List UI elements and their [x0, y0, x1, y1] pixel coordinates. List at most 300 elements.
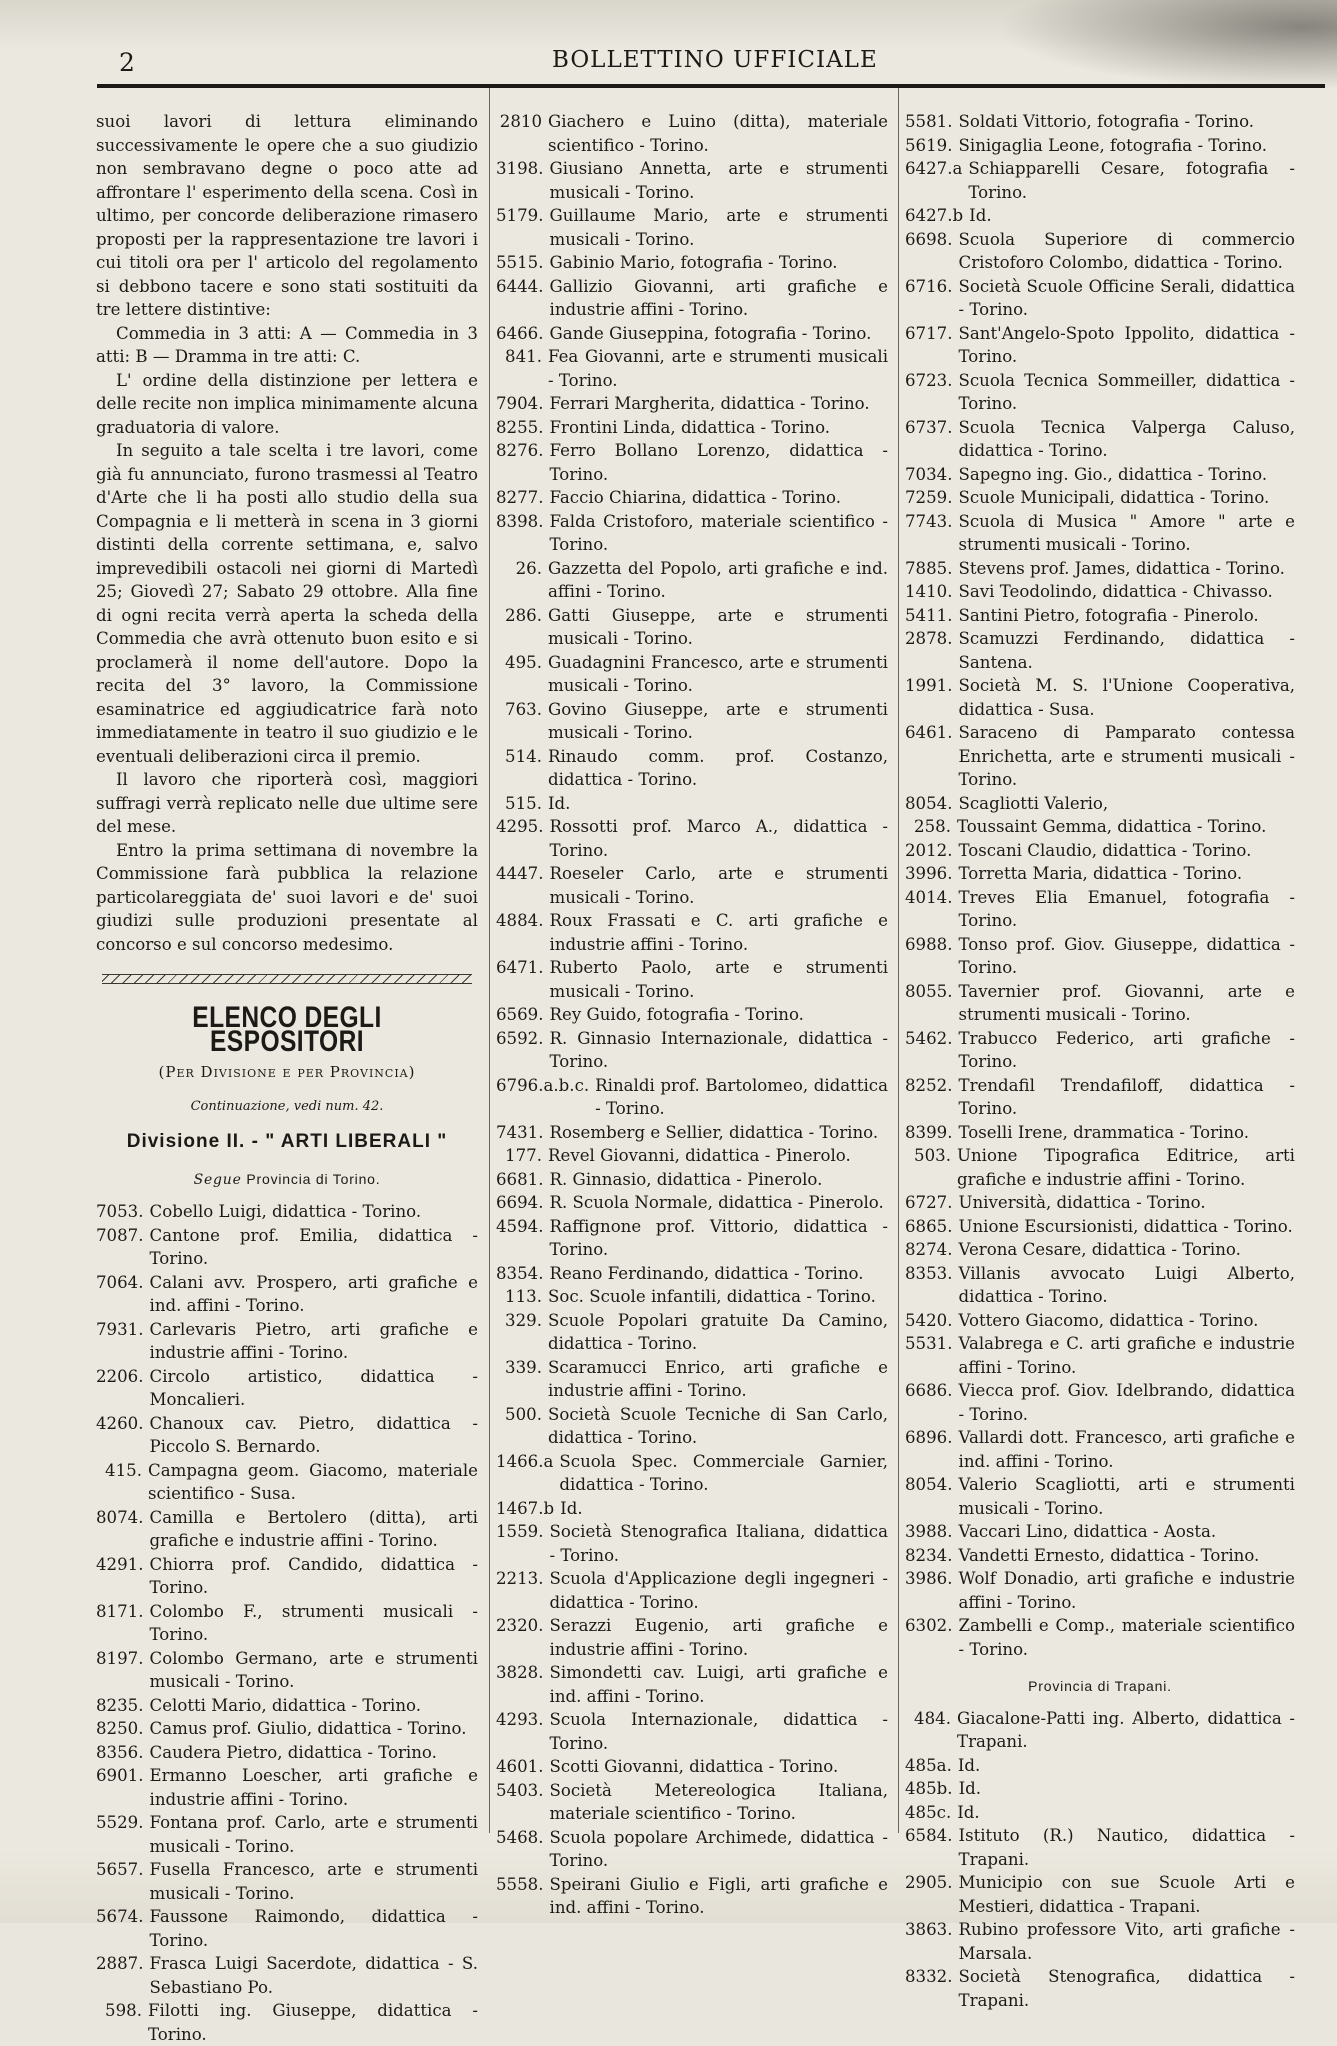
entry-number: 8235.: [96, 1695, 144, 1715]
entry-text: Chiorra prof. Candido, didattica - Torino.: [149, 1554, 478, 1597]
exhibitor-entry: [905, 1707, 1295, 1754]
exhibitor-entry: [496, 1356, 888, 1403]
exhibitor-entry: [496, 510, 888, 557]
exhibitor-entry: [96, 1811, 478, 1858]
entry-number: 5581.: [905, 112, 953, 131]
entry-text: Giachero e Luino (ditta), materiale scientifico - Torino.: [548, 112, 888, 155]
entry-number: 6569.: [496, 1005, 544, 1024]
entry-number: 1467.b: [496, 1498, 555, 1518]
entry-text: Scuola Internazionale, didattica - Torino.: [549, 1710, 888, 1753]
entry-number: 8055.: [905, 981, 953, 1001]
entry-text: Società Stenografica Italiana, didattica - Torino.: [549, 1522, 888, 1565]
exhibitor-entry: [905, 1918, 1295, 1965]
exhibitor-entry: [905, 557, 1295, 581]
exhibitor-list: [905, 1707, 1295, 2013]
entry-text: Ermanno Loescher, arti grafiche e industrie affini - Torino.: [149, 1766, 478, 1809]
entry-text: Fusella Francesco, arte e strumenti musicali - Torino.: [149, 1860, 478, 1903]
entry-text: Soc. Scuole infantili, didattica - Torino.: [548, 1287, 876, 1306]
entry-number: 8277.: [496, 488, 544, 507]
entry-number: 2206.: [96, 1366, 144, 1386]
entry-number: 2887.: [96, 1954, 144, 1973]
exhibitor-entry: [496, 1262, 888, 1286]
entry-number: 841.: [505, 347, 542, 366]
exhibitor-entry: [496, 1215, 888, 1262]
exhibitor-entry: [905, 1262, 1295, 1309]
entry-text: Toselli Irene, drammatica - Torino.: [958, 1122, 1249, 1142]
exhibitor-entry: [496, 486, 888, 510]
entry-number: 8197.: [96, 1648, 144, 1668]
entry-text: Reano Ferdinando, didattica - Torino.: [549, 1263, 864, 1283]
column-right: [905, 110, 1295, 2012]
exhibitor-entry: [96, 1459, 478, 1506]
entry-text: Id.: [957, 1802, 980, 1822]
entry-text: Villanis avvocato Luigi Alberto, didattica - Torino.: [958, 1263, 1295, 1306]
entry-number: 4295.: [496, 817, 544, 836]
entry-text: Guillaume Mario, arte e strumenti musicali - Torino.: [549, 206, 888, 249]
province-segue: Segue: [193, 1171, 242, 1188]
entry-number: 5657.: [96, 1860, 144, 1879]
entry-text: Sinigaglia Leone, fotografia - Torino.: [958, 135, 1268, 155]
exhibitor-entry: [905, 1614, 1295, 1661]
exhibitor-entry: [905, 580, 1295, 604]
entry-number: 329.: [505, 1310, 542, 1330]
exhibitor-entry: [905, 1965, 1295, 2012]
entry-number: 6592.: [496, 1028, 544, 1048]
exhibitor-entry: [496, 1567, 888, 1614]
entry-number: 8332.: [905, 1967, 953, 1986]
exhibitor-entry: [905, 486, 1295, 510]
entry-text: Stevens prof. James, didattica - Torino.: [958, 558, 1285, 578]
entry-number: 485c.: [905, 1802, 952, 1822]
exhibitor-entry: [496, 745, 888, 792]
entry-text: Rubino professore Vito, arti grafiche - Marsala.: [958, 1920, 1295, 1963]
entry-text: Treves Elia Emanuel, fotografia - Torino.: [958, 887, 1295, 930]
entry-text: Guadagnini Francesco, arte e strumenti musicali - Torino.: [548, 652, 888, 695]
exhibitor-entry: [496, 157, 888, 204]
entry-number: 5420.: [905, 1310, 953, 1330]
entry-text: Viecca prof. Giov. Idelbrando, didattica - Torino.: [958, 1381, 1295, 1424]
entry-number: 7087.: [96, 1225, 144, 1245]
exhibitor-entry: [96, 1271, 478, 1318]
exhibitor-entry: [96, 1600, 478, 1647]
exhibitor-entry: [905, 627, 1295, 674]
exhibitor-entry: [905, 1473, 1295, 1520]
entry-number: 7931.: [96, 1319, 144, 1339]
exhibitor-entry: [96, 1647, 478, 1694]
entry-text: Sapegno ing. Gio., didattica - Torino.: [958, 464, 1268, 484]
entry-text: Rosemberg e Sellier, didattica - Torino.: [549, 1122, 879, 1142]
exhibitor-entry: [496, 1873, 888, 1920]
exhibitor-entry: [96, 1200, 478, 1224]
entry-text: Valabrega e C. arti grafiche e industrie affini - Torino.: [958, 1334, 1295, 1377]
exhibitor-entry: [905, 134, 1295, 158]
exhibitor-entry: [905, 604, 1295, 628]
entry-number: 763.: [505, 699, 542, 719]
exhibitor-entry: [496, 110, 888, 157]
exhibitor-entry: [905, 110, 1295, 134]
entry-number: 4884.: [496, 911, 544, 930]
exhibitor-entry: [96, 1858, 478, 1905]
exhibitor-entry: [496, 251, 888, 275]
entry-text: Rossotti prof. Marco A., didattica - Torino.: [549, 817, 888, 860]
entry-number: 5468.: [496, 1827, 544, 1847]
exhibitor-entry: [496, 1191, 888, 1215]
exhibitor-entry: [905, 1332, 1295, 1379]
entry-text: Gabinio Mario, fotografia - Torino.: [549, 253, 838, 272]
entry-number: 6466.: [496, 323, 544, 343]
entry-number: 5531.: [905, 1334, 953, 1353]
exhibitor-entry: [96, 1741, 478, 1765]
exhibitor-entry: [905, 1426, 1295, 1473]
exhibitor-entry: [905, 1567, 1295, 1614]
entry-text: Circolo artistico, didattica - Moncalieri.: [149, 1366, 478, 1409]
page-number: 2: [119, 48, 135, 77]
decorative-divider: [102, 974, 472, 984]
entry-text: Id.: [957, 1755, 981, 1775]
header-rule: [97, 84, 1325, 88]
exhibitor-entry: [496, 322, 888, 346]
entry-number: 4293.: [496, 1710, 544, 1729]
section-title: ELENCO DEGLI ESPOSITORI: [192, 1001, 382, 1058]
entry-number: 5179.: [496, 206, 544, 225]
exhibitor-entry: [496, 1614, 888, 1661]
exhibitor-entry: [496, 439, 888, 486]
entry-text: Università, didattica - Torino.: [958, 1193, 1206, 1212]
entry-text: Scuola popolare Archimede, didattica - Torino.: [549, 1827, 888, 1870]
exhibitor-entry: [905, 1871, 1295, 1918]
entry-number: 6427.a: [905, 159, 963, 178]
entry-text: Colombo F., strumenti musicali - Torino.: [149, 1601, 478, 1644]
entry-number: 8234.: [905, 1545, 953, 1565]
entry-text: Id.: [958, 1779, 982, 1798]
entry-number: 6302.: [905, 1616, 953, 1635]
entry-text: Unione Tipografica Editrice, arti grafiche e industrie affini - Torino.: [957, 1146, 1295, 1189]
entry-number: 6717.: [905, 323, 953, 343]
entry-number: 7885.: [905, 558, 953, 578]
exhibitor-entry: [496, 1708, 888, 1755]
entry-text: Camilla e Bertolero (ditta), arti grafiche e industrie affini - Torino.: [149, 1507, 478, 1550]
entry-number: 2012.: [905, 840, 953, 860]
entry-number: 8252.: [905, 1075, 953, 1095]
exhibitor-entry: [905, 721, 1295, 792]
exhibitor-entry: [496, 1450, 888, 1497]
exhibitor-entry: [496, 416, 888, 440]
entry-text: Scuole Municipali, didattica - Torino.: [958, 488, 1270, 507]
entry-number: 2905.: [905, 1873, 953, 1892]
entry-text: Frontini Linda, didattica - Torino.: [549, 417, 831, 437]
entry-text: Frasca Luigi Sacerdote, didattica - S. Sebastiano Po.: [149, 1954, 478, 1997]
column-divider: [898, 88, 899, 1833]
entry-text: Zambelli e Comp., materiale scientifico - Torino.: [958, 1616, 1295, 1659]
exhibitor-entry: [496, 956, 888, 1003]
entry-text: Vandetti Ernesto, didattica - Torino.: [958, 1545, 1260, 1565]
entry-number: 503.: [914, 1146, 951, 1165]
entry-number: 7431.: [496, 1122, 544, 1142]
entry-number: 5462.: [905, 1028, 953, 1048]
exhibitor-entry: [905, 157, 1295, 204]
entry-number: 113.: [505, 1287, 542, 1306]
entry-text: Scamuzzi Ferdinando, didattica - Santena.: [958, 629, 1295, 672]
exhibitor-entry: [496, 862, 888, 909]
exhibitor-entry: [496, 1074, 888, 1121]
exhibitor-entry: [496, 651, 888, 698]
exhibitor-entry: [905, 886, 1295, 933]
entry-text: Giacalone-Patti ing. Alberto, didattica - Trapani.: [957, 1708, 1295, 1751]
entry-text: Trendafil Trendafiloff, didattica - Torino.: [958, 1075, 1295, 1118]
entry-number: 1559.: [496, 1522, 544, 1541]
exhibitor-entry: [496, 1497, 888, 1521]
entry-number: 3996.: [905, 864, 953, 883]
column-left: [96, 110, 478, 2046]
exhibitor-entry: [96, 1717, 478, 1741]
entry-text: Istituto (R.) Nautico, didattica - Trapani.: [958, 1826, 1295, 1869]
exhibitor-entry: [905, 1801, 1295, 1825]
entry-number: 1991.: [905, 676, 953, 695]
exhibitor-entry: [96, 1553, 478, 1600]
entry-text: Scagliotti Valerio,: [958, 793, 1109, 813]
entry-text: Id.: [548, 793, 571, 813]
entry-number: 6988.: [905, 934, 953, 954]
exhibitor-entry: [905, 1215, 1295, 1239]
entry-text: Wolf Donadio, arti grafiche e industrie affini - Torino.: [958, 1569, 1295, 1612]
exhibitor-entry: [496, 698, 888, 745]
entry-text: Ferro Bollano Lorenzo, didattica - Torino.: [549, 441, 888, 484]
intro-paragraph: In seguito a tale scelta i tre lavori, come già fu annunciato, furono trasmessi al Teatro d'Arte che li ha posti allo studio della sua Compagnia e li metterà in scena in 3 giorni distinti della corrente settimana, e, salvo imprevedibili ostacoli nei giorni di Martedì 25; Giovedì 27; Sabato 29 ottobre. Alla fine di ogni recita verrà aperta la scheda della Commedia che avrà ottenuto buon esito e si proclamerà il nome dell'autore. Dopo la recita del 3° lavoro, la Commissione esaminatrice ed aggiudicatrice farà noto immediatamente in teatro il suo giudizio e le eventuali deliberazioni circa il premio.: [96, 441, 478, 766]
exhibitor-entry: [96, 1694, 478, 1718]
exhibitor-entry: [496, 1168, 888, 1192]
entry-text: Raffignone prof. Vittorio, didattica - Torino.: [549, 1216, 888, 1259]
entry-text: Gatti Giuseppe, arte e strumenti musicali - Torino.: [548, 605, 888, 648]
entry-number: 6681.: [496, 1169, 544, 1189]
entry-text: Scuola d'Applicazione degli ingegneri - didattica - Torino.: [549, 1569, 888, 1612]
exhibitor-entry: [905, 1238, 1295, 1262]
exhibitor-entry: [905, 1824, 1295, 1871]
exhibitor-entry: [905, 322, 1295, 369]
entry-number: 8353.: [905, 1263, 953, 1283]
province-heading-torino: [96, 1168, 478, 1193]
entry-number: 5558.: [496, 1874, 544, 1894]
exhibitor-entry: [905, 1027, 1295, 1074]
exhibitor-entry: [905, 510, 1295, 557]
entry-number: 1466.a: [496, 1451, 554, 1471]
entry-text: Valerio Scagliotti, arti e strumenti musicali - Torino.: [958, 1475, 1295, 1518]
entry-text: Campagna geom. Giacomo, materiale scientifico - Susa.: [148, 1460, 478, 1503]
exhibitor-entry: [96, 1952, 478, 1999]
exhibitor-entry: [905, 1144, 1295, 1191]
province-name: Provincia di Torino.: [246, 1170, 381, 1187]
entry-text: Tavernier prof. Giovanni, arte e strumenti musicali - Torino.: [958, 981, 1295, 1024]
exhibitor-entry: [96, 1224, 478, 1271]
entry-text: Fontana prof. Carlo, arte e strumenti musicali - Torino.: [149, 1813, 478, 1856]
entry-number: 484.: [914, 1708, 951, 1728]
entry-text: Gallizio Giovanni, arti grafiche e industrie affini - Torino.: [549, 276, 888, 319]
entry-text: Faccio Chiarina, didattica - Torino.: [549, 488, 842, 507]
exhibitor-entry: [905, 369, 1295, 416]
column-divider: [489, 88, 490, 1833]
exhibitor-entry: [905, 1544, 1295, 1568]
intro-paragraph: Il lavoro che riporterà così, maggiori suffragi verrà replicato nelle due ultime sere del mese.: [96, 770, 478, 836]
entry-number: 6796.a.b.c.: [496, 1075, 590, 1095]
entry-number: 6471.: [496, 958, 544, 977]
exhibitor-entry: [905, 463, 1295, 487]
exhibitor-entry: [905, 862, 1295, 886]
division-heading: Divisione II. - " ARTI LIBERALI ": [126, 1131, 448, 1152]
entry-text: Scaramucci Enrico, arti grafiche e industrie affini - Torino.: [548, 1357, 888, 1400]
entry-text: Celotti Mario, didattica - Torino.: [149, 1695, 422, 1715]
intro-paragraph: suoi lavori di lettura eliminando successivamente le opere che a suo giudizio non sembravano degne o poco atte ad affrontare l' esperimento della scena. Così in ultimo, per concorde deliberazione rimasero proposti per la rappresentazione tre lavori i cui titoli ora per l' articolo del regolamento si debbono tacere e sono stati sostituiti da tre lettere distintive:: [96, 112, 478, 319]
entry-text: Roux Frassati e C. arti grafiche e industrie affini - Torino.: [549, 911, 888, 954]
entry-number: 4014.: [905, 887, 953, 907]
entry-number: 339.: [505, 1357, 542, 1377]
exhibitor-entry: [496, 204, 888, 251]
entry-text: Id.: [969, 206, 992, 225]
entry-number: 177.: [505, 1146, 542, 1165]
entry-text: Unione Escursionisti, didattica - Torino.: [958, 1216, 1293, 1236]
exhibitor-entry: [96, 1905, 478, 1952]
exhibitor-entry: [496, 1779, 888, 1826]
entry-number: 3986.: [905, 1569, 953, 1588]
exhibitor-entry: [905, 1074, 1295, 1121]
exhibitor-entry: [96, 1412, 478, 1459]
intro-paragraph: Entro la prima settimana di novembre la Commissione farà pubblica la relazione particolareggiata de' suoi lavori e de' suoi giudizi sulle produzioni presentate al concorso e sul concorso medesimo.: [96, 840, 478, 954]
entry-number: 415.: [105, 1460, 142, 1480]
entry-number: 515.: [505, 793, 542, 813]
entry-number: 6427.b: [905, 206, 964, 225]
exhibitor-entry: [905, 933, 1295, 980]
exhibitor-entry: [905, 1754, 1295, 1778]
entry-text: Fea Giovanni, arte e strumenti musicali - Torino.: [548, 347, 888, 390]
entry-number: 8356.: [96, 1742, 144, 1762]
entry-number: 6686.: [905, 1381, 953, 1400]
entry-number: 8354.: [496, 1263, 544, 1283]
exhibitor-entry: [496, 275, 888, 322]
entry-number: 6865.: [905, 1216, 953, 1236]
entry-number: 6698.: [905, 229, 953, 249]
continuation-note: Continuazione, vedi num. 42.: [190, 1098, 384, 1114]
entry-number: 6737.: [905, 417, 953, 437]
entry-text: Calani avv. Prospero, arti grafiche e ind. affini - Torino.: [149, 1272, 478, 1315]
entry-text: Faussone Raimondo, didattica - Torino.: [149, 1907, 478, 1950]
exhibitor-entry: [905, 204, 1295, 228]
entry-number: 6727.: [905, 1193, 953, 1212]
exhibitor-entry: [496, 1144, 888, 1168]
exhibitor-entry: [496, 1403, 888, 1450]
entry-number: 485b.: [905, 1779, 953, 1798]
entry-text: Carlevaris Pietro, arti grafiche e industrie affini - Torino.: [149, 1319, 478, 1362]
entry-number: 6723.: [905, 370, 953, 390]
exhibitor-entry: [905, 1520, 1295, 1544]
entry-number: 514.: [505, 746, 542, 766]
exhibitor-entry: [905, 980, 1295, 1027]
entry-number: 8074.: [96, 1507, 144, 1527]
entry-text: Serazzi Eugenio, arti grafiche e industrie affini - Torino.: [549, 1616, 888, 1659]
entry-number: 5515.: [496, 253, 544, 272]
entry-number: 2213.: [496, 1569, 544, 1588]
entry-number: 7904.: [496, 394, 544, 413]
exhibitor-entry: [96, 1999, 478, 2046]
entry-text: Soldati Vittorio, fotografia - Torino.: [958, 112, 1255, 131]
entry-number: 6901.: [96, 1766, 144, 1785]
entry-text: R. Ginnasio Internazionale, didattica - Torino.: [549, 1028, 888, 1071]
entry-number: 3988.: [905, 1522, 953, 1541]
entry-text: Santini Pietro, fotografia - Pinerolo.: [958, 605, 1259, 625]
entry-text: Saraceno di Pamparato contessa Enrichetta, arte e strumenti musicali - Torino.: [958, 723, 1295, 789]
entry-number: 286.: [505, 605, 542, 625]
entry-text: Savi Teodolindo, didattica - Chivasso.: [958, 582, 1273, 601]
entry-number: 5529.: [96, 1813, 144, 1832]
exhibitor-list: [496, 110, 888, 1920]
exhibitor-entry: [496, 1309, 888, 1356]
entry-text: Caudera Pietro, didattica - Torino.: [149, 1742, 437, 1762]
entry-number: 5411.: [905, 605, 953, 625]
entry-number: 8250.: [96, 1719, 144, 1738]
entry-text: R. Scuola Normale, didattica - Pinerolo.: [549, 1193, 884, 1212]
exhibitor-entry: [96, 1506, 478, 1553]
exhibitor-entry: [905, 792, 1295, 816]
intro-paragraph: L' ordine della distinzione per lettera e delle recite non implica minimamente alcuna graduatoria di valore.: [96, 370, 478, 437]
exhibitor-entry: [905, 674, 1295, 721]
exhibitor-entry: [496, 1755, 888, 1779]
entry-number: 8276.: [496, 441, 544, 460]
entry-text: Giusiano Annetta, arte e strumenti musicali - Torino.: [549, 159, 888, 202]
entry-number: 2878.: [905, 629, 953, 648]
entry-number: 500.: [505, 1404, 542, 1424]
entry-text: Scuola Spec. Commerciale Garnier, didattica - Torino.: [559, 1451, 888, 1494]
entry-number: 598.: [105, 2001, 142, 2020]
entry-text: Schiapparelli Cesare, fotografia - Torino.: [968, 159, 1295, 202]
entry-number: 7053.: [96, 1202, 144, 1221]
entry-number: 8399.: [905, 1122, 953, 1142]
entry-text: Società M. S. l'Unione Cooperativa, didattica - Susa.: [958, 676, 1295, 719]
exhibitor-entry: [496, 392, 888, 416]
exhibitor-list: [96, 1200, 478, 2046]
exhibitor-entry: [96, 1318, 478, 1365]
entry-text: Id.: [560, 1498, 583, 1518]
entry-text: Trabucco Federico, arti grafiche - Torino.: [958, 1028, 1295, 1071]
entry-number: 6584.: [905, 1826, 953, 1845]
entry-text: Cantone prof. Emilia, didattica - Torino.: [149, 1225, 478, 1268]
entry-number: 7743.: [905, 511, 953, 531]
page-header: [97, 40, 1327, 84]
entry-text: Filotti ing. Giuseppe, didattica - Torino.: [148, 2001, 478, 2044]
entry-number: 6694.: [496, 1193, 544, 1212]
exhibitor-entry: [905, 275, 1295, 322]
entry-number: 495.: [505, 652, 542, 672]
entry-text: Chanoux cav. Pietro, didattica - Piccolo S. Bernardo.: [149, 1413, 478, 1456]
entry-number: 6896.: [905, 1428, 953, 1447]
entry-number: 5674.: [96, 1907, 144, 1926]
entry-text: Vallardi dott. Francesco, arti grafiche e ind. affini - Torino.: [958, 1428, 1295, 1471]
entry-text: Roeseler Carlo, arte e strumenti musicali - Torino.: [549, 864, 888, 907]
exhibitor-entry: [496, 1520, 888, 1567]
exhibitor-entry: [905, 839, 1295, 863]
entry-text: Municipio con sue Scuole Arti e Mestieri, didattica - Trapani.: [958, 1873, 1295, 1916]
entry-text: Simondetti cav. Luigi, arti grafiche e ind. affini - Torino.: [549, 1663, 888, 1706]
entry-text: Revel Giovanni, didattica - Pinerolo.: [548, 1146, 851, 1165]
exhibitor-entry: [496, 1661, 888, 1708]
entry-number: 5403.: [496, 1780, 544, 1800]
entry-number: 5619.: [905, 135, 953, 155]
entry-text: Colombo Germano, arte e strumenti musicali - Torino.: [149, 1648, 478, 1691]
entry-number: 6716.: [905, 276, 953, 296]
entry-text: R. Ginnasio, didattica - Pinerolo.: [549, 1169, 823, 1189]
exhibitor-entry: [905, 416, 1295, 463]
entry-text: Scuola Tecnica Sommeiller, didattica - Torino.: [958, 370, 1295, 413]
entry-number: 8274.: [905, 1240, 953, 1259]
exhibitor-entry: [96, 1365, 478, 1412]
entry-number: 8054.: [905, 1475, 953, 1494]
exhibitor-entry: [496, 1003, 888, 1027]
